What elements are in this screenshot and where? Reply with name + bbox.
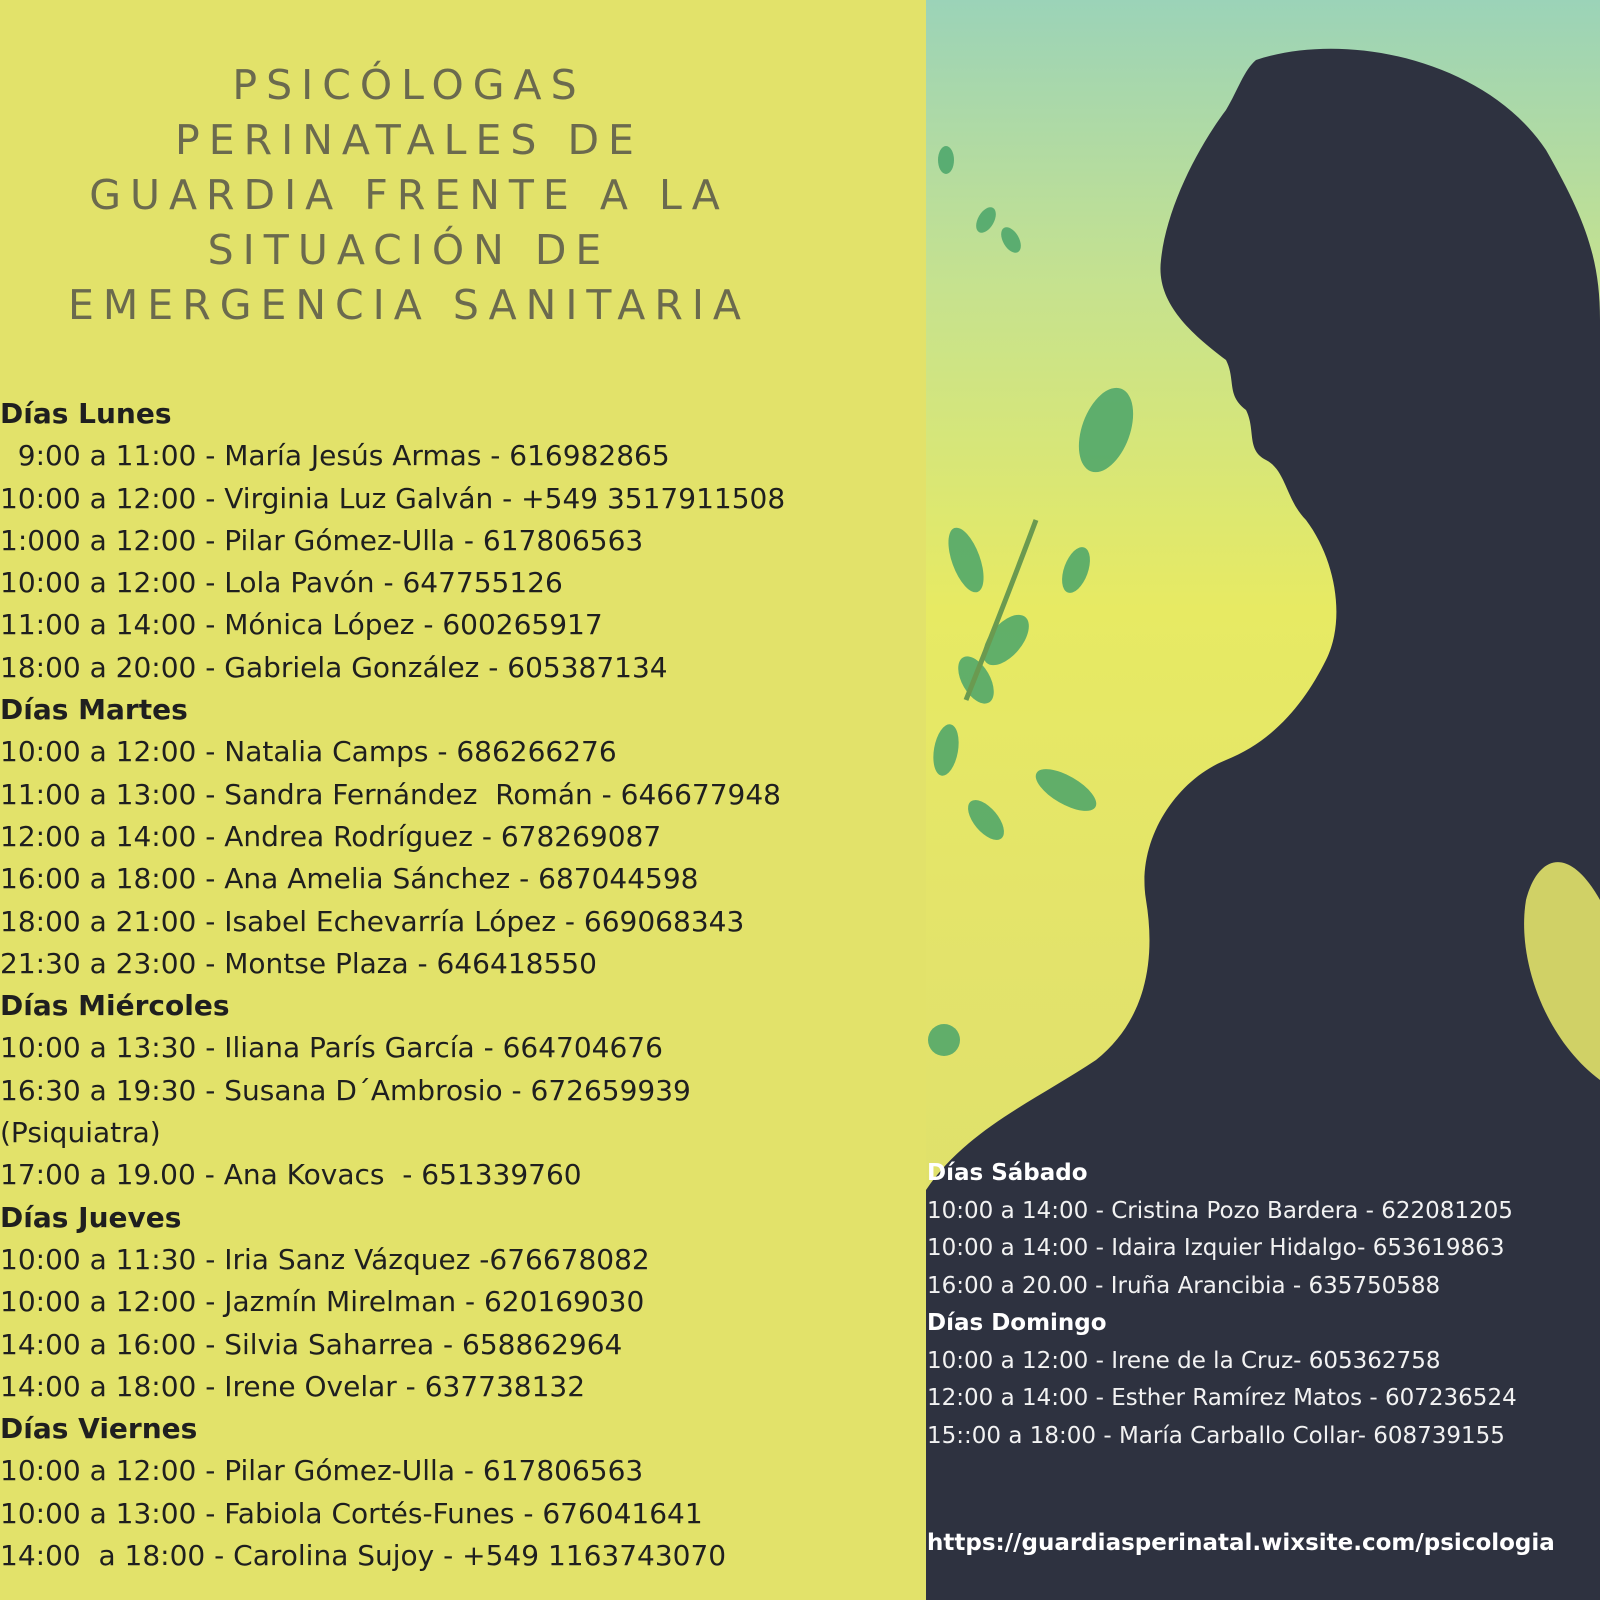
weekday-schedule (0, 393, 926, 1577)
schedule-row: 14:00 a 18:00 - Irene Ovelar - 637738132 (0, 1369, 586, 1403)
schedule-row: 10:00 a 14:00 - Cristina Pozo Bardera - 622081205 (927, 1197, 1513, 1224)
schedule-row: 10:00 a 13:30 - Iliana París García - 664704676 (0, 1031, 663, 1065)
schedule-row: 14:00 a 18:00 - Carolina Sujoy - +549 1163743070 (0, 1539, 727, 1573)
schedule-row: (Psiquiatra) (0, 1116, 161, 1150)
title-line: EMERGENCIA SANITARIA (68, 281, 750, 329)
schedule-row: 12:00 a 14:00 - Andrea Rodríguez - 678269087 (0, 819, 662, 853)
title-line: SITUACIÓN DE (207, 226, 611, 274)
schedule-row: 10:00 a 12:00 - Jazmín Mirelman - 620169030 (0, 1285, 645, 1319)
weekend-schedule (927, 1155, 1597, 1455)
page-title (0, 58, 818, 333)
schedule-row: 15::00 a 18:00 - María Carballo Collar- 608739155 (927, 1422, 1505, 1449)
schedule-row: 12:00 a 14:00 - Esther Ramírez Matos - 607236524 (927, 1385, 1517, 1411)
schedule-row: 9:00 a 11:00 - María Jesús Armas - 616982865 (0, 439, 670, 473)
day-heading-miercoles: Días Miércoles (0, 989, 230, 1023)
schedule-row: 10:00 a 12:00 - Lola Pavón - 647755126 (0, 566, 563, 600)
schedule-row: 16:00 a 18:00 - Ana Amelia Sánchez - 687044598 (0, 862, 699, 896)
title-line: GUARDIA FRENTE A LA (89, 171, 729, 219)
schedule-row: 11:00 a 14:00 - Mónica López - 600265917 (0, 608, 603, 642)
schedule-row: 10:00 a 11:30 - Iria Sanz Vázquez -676678082 (0, 1242, 650, 1276)
schedule-row: 16:00 a 20.00 - Iruña Arancibia - 635750588 (927, 1272, 1441, 1299)
schedule-row: 1:000 a 12:00 - Pilar Gómez-Ulla - 617806563 (0, 523, 644, 557)
schedule-row: 10:00 a 12:00 - Irene de la Cruz- 605362758 (927, 1347, 1441, 1374)
schedule-row: 10:00 a 13:00 - Fabiola Cortés-Funes - 676041641 (0, 1496, 703, 1530)
title-line: PSICÓLOGAS (232, 61, 586, 109)
day-heading-sabado: Días Sábado (927, 1160, 1088, 1186)
schedule-row: 11:00 a 13:00 - Sandra Fernández Román - 646677948 (0, 777, 781, 811)
day-heading-lunes: Días Lunes (0, 397, 172, 430)
schedule-row: 21:30 a 23:00 - Montse Plaza - 646418550 (0, 946, 597, 980)
website-url[interactable]: https://guardiasperinatal.wixsite.com/psicologia (927, 1530, 1555, 1556)
schedule-row: 17:00 a 19.00 - Ana Kovacs - 651339760 (0, 1158, 582, 1192)
schedule-row: 18:00 a 20:00 - Gabriela González - 605387134 (0, 650, 668, 684)
schedule-row: 10:00 a 12:00 - Pilar Gómez-Ulla - 617806563 (0, 1454, 644, 1488)
schedule-row: 10:00 a 14:00 - Idaira Izquier Hidalgo- 653619863 (927, 1235, 1505, 1261)
day-heading-jueves: Días Jueves (0, 1200, 182, 1234)
schedule-row: 10:00 a 12:00 - Natalia Camps - 686266276 (0, 735, 617, 769)
day-heading-viernes: Días Viernes (0, 1412, 198, 1446)
day-heading-domingo: Días Domingo (927, 1310, 1107, 1336)
day-heading-martes: Días Martes (0, 693, 188, 727)
schedule-row: 16:30 a 19:30 - Susana D´Ambrosio - 672659939 (0, 1073, 691, 1107)
leaves-decoration (928, 146, 1144, 1056)
schedule-row: 14:00 a 16:00 - Silvia Saharrea - 658862964 (0, 1327, 623, 1361)
title-line: PERINATALES DE (175, 116, 643, 164)
schedule-row: 10:00 a 12:00 - Virginia Luz Galván - +549 3517911508 (0, 481, 786, 515)
schedule-row: 18:00 a 21:00 - Isabel Echevarría López - 669068343 (0, 904, 745, 938)
